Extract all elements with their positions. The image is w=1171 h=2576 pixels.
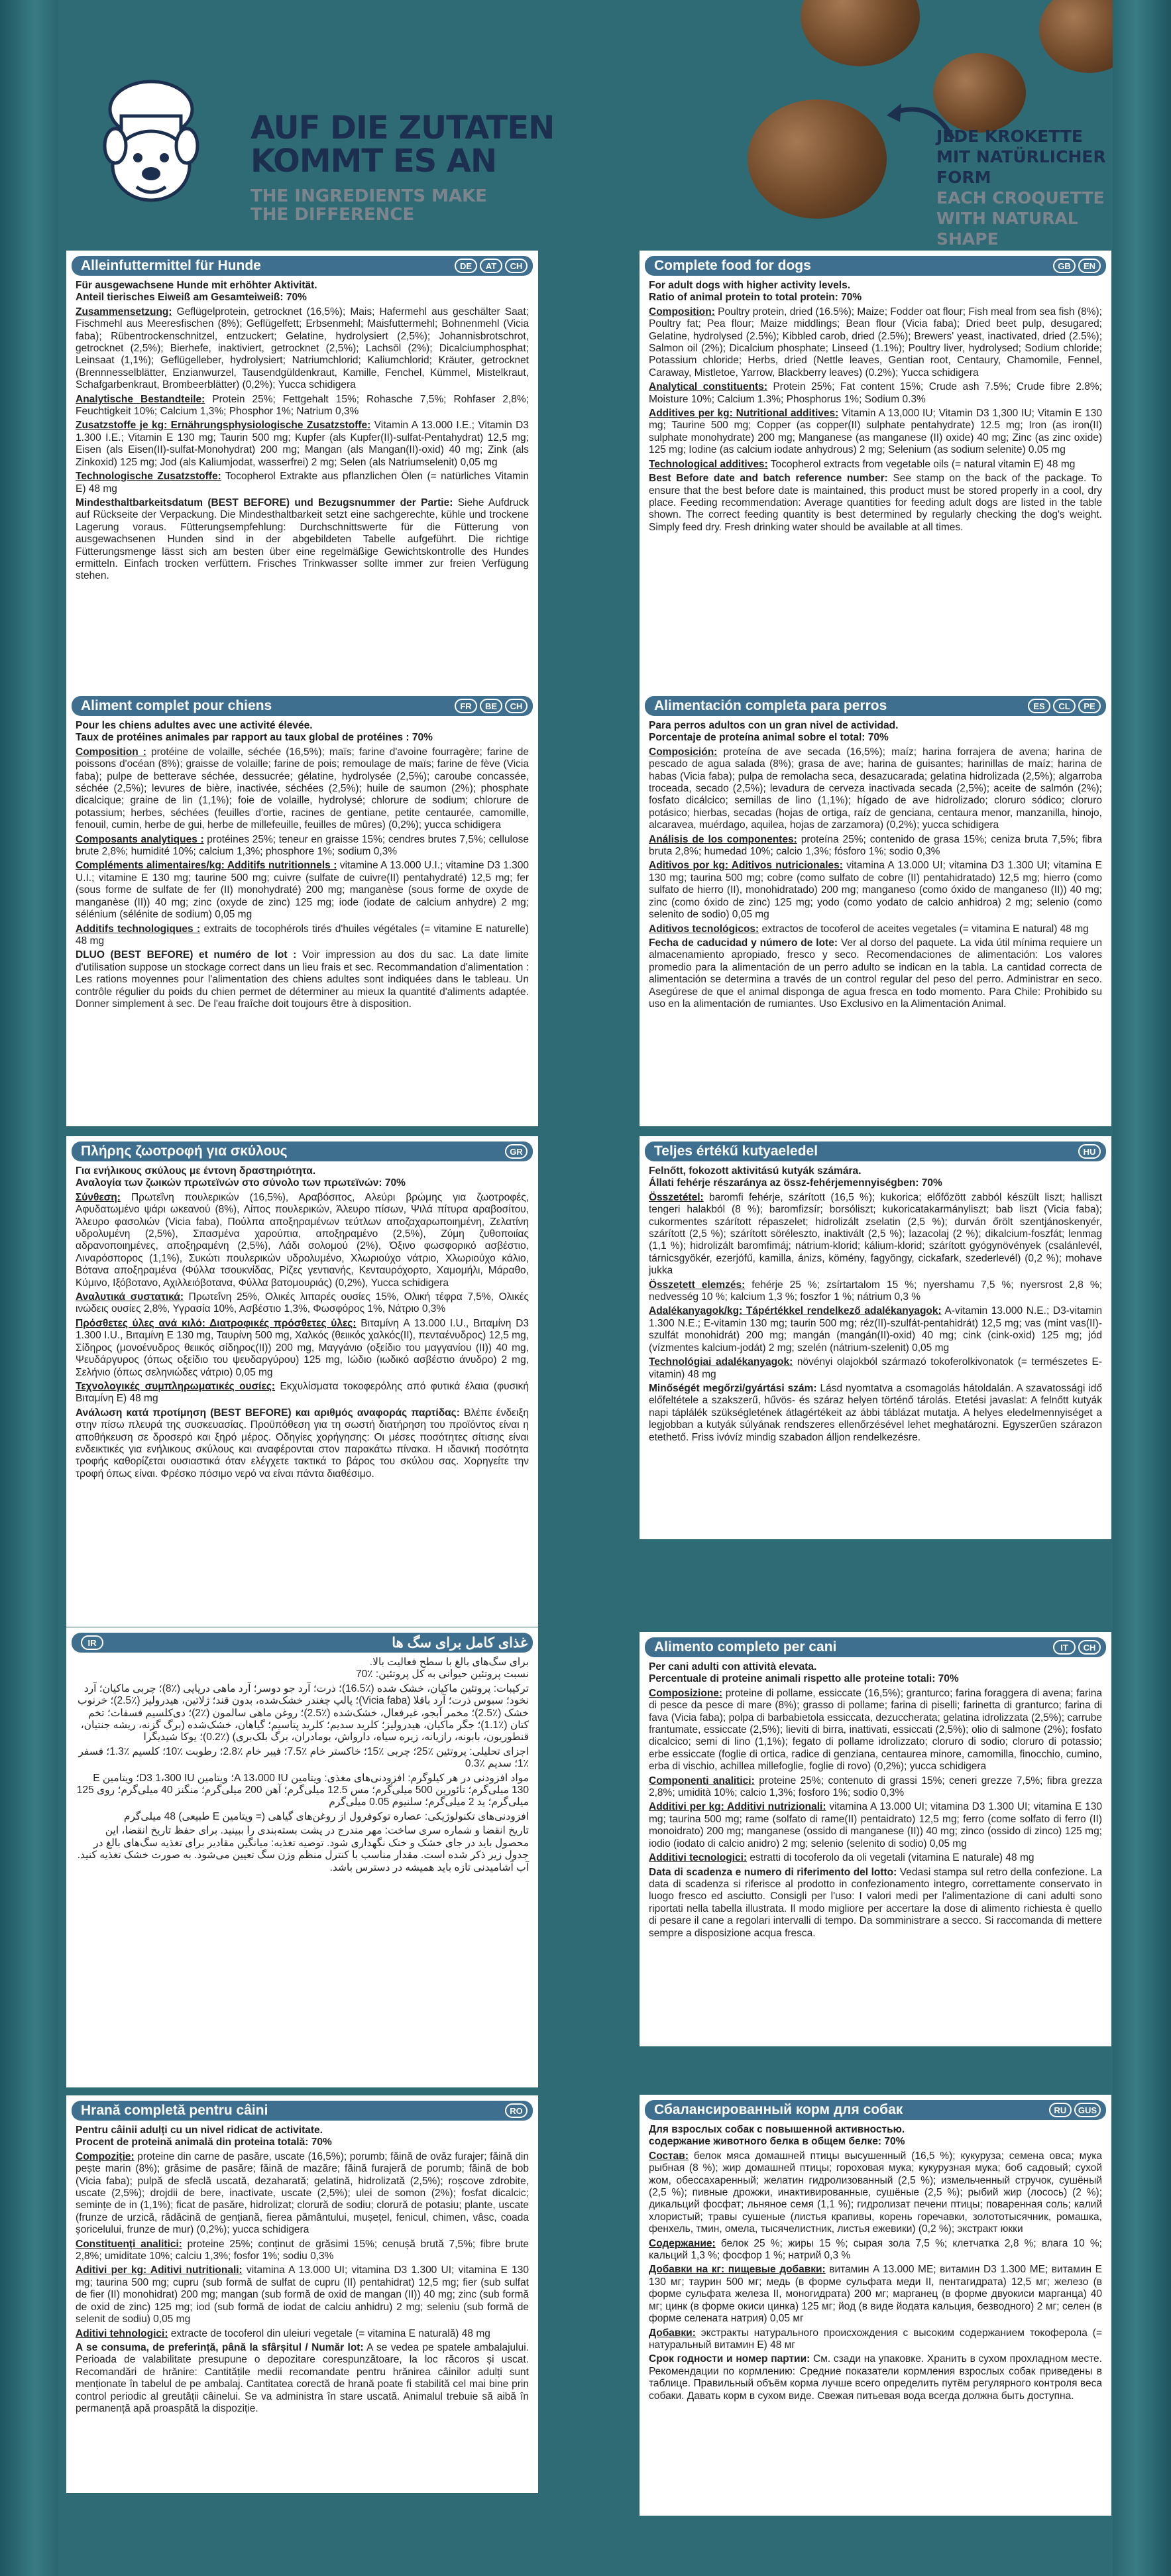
section-header [645,696,1106,716]
section-label: Analytische Bestandteile: [76,393,205,405]
section-label: Ανάλωση κατά προτίμηση (BEST BEFORE) και αριθμός αναφοράς παρτίδας: [76,1407,460,1419]
section-text: Porcentaje de proteína animal sobre el total: 70% [649,732,889,744]
section-body [66,2125,538,2415]
section-text: Pour les chiens adultes avec une activité élevée. [76,720,313,731]
section-panel-fr [66,691,538,1126]
section-body [640,2124,1111,2402]
section-text: estratti di tocoferolo da oli vegetali (vitamina E naturale) 48 mg [747,1852,1034,1864]
section-paragraph [76,1773,529,1809]
section-paragraph [649,1801,1102,1850]
hero-right-de-line1: JEDE KROKETTE [936,127,1083,146]
section-paragraph [76,1657,529,1669]
section-panel-ro [66,2095,538,2493]
section-paragraph [76,949,529,1010]
section-label: Análisis de los componentes: [649,833,797,845]
section-paragraph [649,408,1102,457]
country-badge: RO [505,2103,528,2118]
section-body [66,1165,538,1480]
section-paragraph [76,2151,529,2237]
section-text: extraits de tocophérols tirés d'huiles végétales (= vitamine E naturelle) 48 mg [76,923,530,947]
country-flags [505,2103,528,2118]
section-panel-en [640,251,1111,695]
section-paragraph [76,923,529,948]
section-paragraph [649,720,1102,732]
country-badge: FR [455,699,477,713]
hero-title-en [251,187,487,224]
section-text: Για ενήλικους σκύλους με έντονη δραστηριότητα. [76,1165,316,1177]
section-title: Hrană completă pentru câini [81,2103,268,2118]
section-header [72,1633,533,1653]
section-paragraph [76,471,529,495]
section-label: Compléments alimentaires/kg: Additifs nutritionnels : [76,860,337,872]
country-badge: CL [1053,699,1076,713]
section-body [640,1661,1111,1940]
section-label: Τεχνολογικές συμπληρωματικές ουσίες: [76,1380,276,1392]
section-text: Poultry protein, dried (16.5%); Maize; Fodder oat flour; Fish meal from sea fish (8%); Poultry fat; Pea flour; Maize middlings; Bean flour (Vicia faba); Dried beet pulp, desugared; Gelatine, hydrolysed (2.5%); Kibbled carob, dried (2.5%); Brewers' yeast, inactivated, dried (2.5%); Salmon oil (2%); Dicalcium phosphate; Linseed (1.1%); Poultry liver, hydrolysed; Sodium chloride; Potassium chloride; Herbs, dried (Nettle leaves, Gentian root, Centaury, Chamomile, Fennel, Caraway, Mistletoe, Yarrow, Blackberry leaves) (0.2%); Yucca schidigera [649,306,1102,379]
section-paragraph [76,394,529,418]
section-paragraph [649,1356,1102,1381]
section-text: белок 25 %; жиры 15 %; сырая зола 7,5 %; клетчатка 2,8 %; влага 10 %; кальций 1,3 %; фосфор 1 %; натрий 0,3 % [649,2237,1102,2262]
section-title: غذای کامل برای سگ ها [392,1635,528,1651]
section-paragraph [76,497,529,583]
section-text: Βιταμίνη A 13.000 I.U., Βιταμίνη D3 1.300 I.U., Βιταμίνη E 130 mg, Ταυρίνη 500 mg, Χαλκός (θειικός χαλκός(II), πενταένυδρος) 12,5 mg, Σίδηρος (μονοένυδρος θειικός σίδηρος(II)) 200 mg, Μαγγάνιο (οξείδιο του μαγγανίου (II)) 40 mg, Ψευδάργυρος (όπως οξείδιο του ψευδαργύρου) 125 mg, Ιώδιο (ιωδικό ασβέστιο άνυδρο) 2 mg, Σελήνιο (όπως σεληνιώδες νάτριο) 0,05 mg [76,1317,530,1378]
section-text: proteine 25%; contenuto di grassi 15%; ceneri grezze 7,5%; fibra grezza 2,8%; umidità 10%; calcio 1,3%; fosforo 1%; sodio 0,3% [649,1775,1102,1799]
section-text: Für ausgewachsene Hunde mit erhöhter Aktivität. [76,280,317,291]
section-paragraph [649,306,1102,379]
country-flags [455,699,528,713]
croquette-image [801,0,920,66]
section-paragraph [76,2342,529,2415]
section-text: См. сзади на упаковке. Хранить в сухом прохладном месте. Рекомендации по кормлению: Средние показатели кормления взрослых собак приведены в таблице. Правильный объём корма лучше всего определить путём регулярного контроля веса собаки. Давать корм в сухом виде. Свежая питьевая вода всегда должна быть доступна. [649,2353,1102,2402]
section-label: Composición: [649,746,718,758]
section-text: protéine de volaille, séchée (16,5%); maïs; farine d'avoine fourragère; farine de poissons d'océan (8%); graisse de volaille; farine de pois; remoulage de maïs; farine de fève (Vicia faba); pulpe de betterave séchée, dessucrée; gélatine, hydrolysée (2,5%); caroube concassée, séchée (2,5%); levures de bière, inactivée, séchées (2,5%); huile de saumon (2%); phosphate dicalcique; graine de lin (1,1%); foie de volaille, hydrolysé; chlorure de sodium; chlorure de potassium; herbes, séchées (feuilles d'ortie, racines de gentiane, petite centaurée, camomille, fenouil, cumin, herbe de gui, herbe de millefeuille, feuilles de mûres) (0,2%); yucca schidigera [76,746,529,831]
section-text: proteine di pollame, essiccate (16,5%); granturco; farina foraggera di avena; farina di pesce da pesce di mare (8%); grasso di pollame; farina di piselli; farinetta di granturco; farina di fava (Vicia faba); polpa di barbabietola essiccata, dezuccherata; gelatina idrolizzata (2,5%); carrube frantumate, essiccate (2,5%); lieviti di birra, inattivati, essiccati (2,5%); olio di salmone (2%); fosfato dicalcico; semi di lino (1,1%); fegato di pollame idrolizzato; cloruro di sodio; cloruro di potassio; erbe essiccate (foglie di ortica, radice di genziana, centaurea minore, camomilla, finocchio, cumino, erba di vischio, achillea millefoglie, foglie di rovo) (0,2%); yucca schidigera [649,1687,1102,1773]
section-label: Zusammensetzung: [76,306,172,318]
section-label: Aditivi tehnologici: [76,2327,168,2339]
section-label: Zusatzstoffe je kg: Ernährungsphysiologische Zusatzstoffe: [76,420,371,432]
section-text: Vitamin A 13,000 IU; Vitamin D3 1,300 IU; Vitamin E 130 mg; Taurine 500 mg; Copper (as copper(II) sulphate pentahydrate) 12.5 mg; Iron (as iron(II) sulphate monohydrate) 200 mg; Manganese (as manganese (II) oxide) 40 mg; Zinc (as zinc oxide) 125 mg; Iodine (as calcium iodate anhydrous) 2 mg; Selenium (as sodium selenite) 0.05 mg [649,408,1102,456]
country-flags [1053,1640,1101,1655]
section-text: baromfi fehérje, szárított (16,5 %); kukorica; előfőzött zabból készült liszt; halliszt tengeri halakból (8 %); baromfizsír; borsóliszt; kukoricatakarmányliszt; bab liszt (Vicia faba); cukormentes szárított répaszelet; hidrolizált zselatin (2,5 %); durván őrölt szentjánoskenyér, szárított (2,5 %); szárított söréleszto, inaktivált (2,5 %); lazacolaj (2 %); dikalcium-foszfát; lenmag (1,1 %); hidrolizált baromfimáj; nátrium-klorid; kálium-klorid; szárított gyógynövények (csalánlevél, tárnicsgyökér, ezerjófű, kamilla, ánizs, kömény, fagyöngy, cickafark, szederlevél) (0,2 %); mohave jukka [649,1191,1102,1277]
section-text: Taux de protéines animales par rapport au taux global de protéines : 70% [76,732,433,744]
section-paragraph [76,2264,529,2325]
section-body [66,720,538,1010]
country-badge: EN [1078,259,1101,273]
section-label: Aditivi per kg: Aditivi nutritionali: [76,2264,243,2276]
country-badge: RU [1049,2103,1072,2117]
section-label: Best Before date and batch reference number: [649,473,888,485]
section-label: Aditivos tecnológicos: [649,923,759,935]
section-text: Tocopherol extracts from vegetable oils (= natural vitamin E) 48 mg [767,458,1076,470]
section-paragraph [649,1177,1102,1189]
section-text: Para perros adultos con un gran nivel de actividad. [649,720,899,731]
croquette-image [1039,0,1113,73]
section-paragraph [649,2124,1102,2136]
section-paragraph [649,732,1102,744]
section-header [72,256,533,276]
section-text: نسبت پروتئین حیوانی به کل پروتئین: ٪70 [356,1669,529,1680]
section-text: تاریخ انقضا و شماره سری ساخت: مهر مندرج در پشت بسته‌بندی را ببینید. برای حفظ تاریخ انقضا، این محصول باید در جای خشک و خنک نگهداری شود. توصیه تغذیه: میانگین مقادیر برای تغذیه سگ‌های بالغ در جدول زیر ذکر شده است. مقدار مناسب با کنترل منظم وزن سگ تعیین می‌شود. به صورت خشک تغذیه کنید. آب آشامیدنی تازه باید همیشه در دسترس باشد. [77,1825,529,1873]
section-text: vitamina A 13.000 UI; vitamina D3 1.300 UI; vitamina E 130 mg; taurina 500 mg; cupru (sub formă de sulfat de cupru (II) pentahidrat) 12,5 mg; fier (sub sulfat de fier (II) monohidrat) 200 mg; mangan (sub formă de oxid de mangan (II)) 40 mg; zinc (sub formă de oxid de zinc) 125 mg; iod (sub formă de iodat de calciu anhidru) 2 mg; seleniu (sub formă de selenit de sodiu) 0,05 mg [76,2264,529,2325]
country-badge: GR [505,1144,528,1159]
section-label: Αναλυτικά συστατικά: [76,1291,184,1303]
section-paragraph [649,2264,1102,2325]
section-paragraph [649,2353,1102,2402]
section-label: Добавки на кг: пищевые добавки: [649,2264,826,2276]
section-text: Protein 25%; Fat content 15%; Crude ash 7.5%; Crude fibre 2.8%; Moisture 10%; Calcium 1.3%; Phosphorus 1%; Sodium 0.3% [649,381,1102,405]
section-paragraph [76,1811,529,1823]
section-label: Πρόσθετες ύλες ανά κιλό: Διατροφικές πρόσθετες ύλες: [76,1317,357,1329]
country-badge: PE [1078,699,1101,713]
section-label: Technológiai adalékanyagok: [649,1356,793,1368]
section-text: Εκχυλίσματα τοκοφερόλης από φυτικά έλαια (φυσική Βιταμίνη E) 48 mg [76,1380,529,1405]
chef-mascot-icon [85,73,217,212]
section-title: Teljes értékű kutyaeledel [654,1143,818,1159]
section-paragraph [76,1318,529,1379]
hero-title-en-line2: THE DIFFERENCE [251,205,415,225]
section-header [645,1142,1106,1161]
section-paragraph [76,1407,529,1480]
section-title: Complete food for dogs [654,258,811,273]
country-flags [81,1635,103,1650]
section-panel-ru [640,2095,1111,2516]
section-paragraph [76,746,529,832]
section-paragraph [649,292,1102,304]
country-badge: GB [1053,259,1076,273]
section-label: Adalékanyagok/kg: Tápértékkel rendelkező adalékanyagok: [649,1305,942,1317]
country-flags [505,1144,528,1159]
section-paragraph [76,1381,529,1405]
section-paragraph [76,1683,529,1744]
section-paragraph [76,2125,529,2137]
country-flags [1028,699,1101,713]
section-text: Βλέπε ένδειξη στην πίσω πλευρά της συσκευασίας. Προϋπόθεση για τη σωστή διατήρηση του προϊόντος είναι η αποθήκευση σε δροσερό και ξηρό μέρος. Οδηγίες χορήγησης: Οι μέσες ποσότητες σίτισης είναι ενδεικτικές για ενήλικους σκύλους και αναφέρονται στον παρακάτω πίνακα. Η ιδανική ποσότητα τροφής καθορίζεται ουσιαστικά όταν ελέγχετε τακτικά το βάρος του σκύλου σας. Χορηγείτε την τροφή όπως είναι. Φρέσκο πόσιμο νερό να είναι πάντα διαθέσιμο. [76,1407,529,1480]
section-text: Siehe Aufdruck auf Rückseite der Verpackung. Die Mindesthaltbarkeit setzt eine sachgerechte, kühle und trockene Lagerung voraus. Fütterungsempfehlung: Durchschnittswerte für die Fütterung von ausgewachsenen Hunden sind in der abgebildeten Tabelle aufgeführt. Die richtige Fütterungsmenge lässt sich am besten über eine regelmäßige Gewichtskontrolle des Hundes ermitteln. Einfach trocken verfüttern. Frisches Trinkwasser sollte immer zur freien Verfügung stehen. [76,497,529,582]
section-paragraph [649,1165,1102,1177]
section-text: proteína 25%; contenido de grasa 15%; ceniza bruta 7,5%; fibra bruta 2,8%; humedad 10%; calcio 1,3%; fósforo 1%; sodio 0,3% [649,833,1102,858]
section-text: A se vedea pe spatele ambalajului. Perioada de valabilitate presupune o depozitare corespunzătoare, la loc răcoros și uscat. Recomandări de hrănire: Cantitățile medii recomandate pentru hrănirea câinilor adulți sunt menționate în tabelul de pe ambalaj. Cantitatea corectă de hrană poate fi stabilită cel mai bine prin control periodic al greutății câinelui. Se va administra în stare uscată. Animalul trebuie să aibă în permanență apă proaspătă la dispoziție. [76,2341,529,2414]
section-label: Composants analytiques : [76,833,204,845]
section-paragraph [76,1746,529,1771]
section-paragraph [649,1279,1102,1304]
section-paragraph [76,1192,529,1289]
section-header [72,1142,533,1161]
section-text: Αναλογία των ζωικών πρωτεϊνών στο σύνολο των πρωτεϊνών: 70% [76,1177,406,1189]
country-flags [1049,2103,1101,2117]
section-paragraph [649,1852,1102,1864]
section-text: Tocopherol Extrakte aus pflanzlichen Ölen (= natürliches Vitamin E) 48 mg [76,471,529,495]
section-label: Analytical constituents: [649,381,767,393]
section-label: Mindesthaltbarkeitsdatum (BEST BEFORE) und Bezugsnummer der Partie: [76,497,453,508]
section-paragraph [76,2239,529,2263]
section-text: Felnőtt, fokozott aktivitású kutyák számára. [649,1165,862,1177]
country-badge: IT [1053,1640,1076,1655]
section-text: содержание животного белка в общем белке: 70% [649,2136,905,2148]
section-text: Vedasi stampa sul retro della confezione. La data di scadenza si riferisce al prodotto in confezionamento integro, correttamente conservato in luogo fresco ed asciutto. Consigli per l'uso: I valori medi per l'alimentazione di cani adulti sono riportati nella tabella illustrata. Il modo migliore per accertare la dose di alimento richiesta è quello di pesare il cane a regolari intervalli di tempo. Da somministrare a secco. Si raccomanda di mettere sempre a disposizione acqua fresca. [649,1866,1102,1939]
section-text: Állati fehérje részaránya az össz-fehérjemennyiségben: 70% [649,1177,942,1189]
section-paragraph [76,2137,529,2148]
section-paragraph [649,1775,1102,1800]
section-paragraph [649,1673,1102,1685]
section-text: vitamina A 13.000 UI; vitamina D3 1.300 UI; vitamina E 130 mg; taurina 500 mg; rame (solfato di rame(II) pentaidrato) 12,5 mg; ferro (come solfato di ferro (II) monoidrato) 200 mg; manganese (ossido di manganese (II)) 40 mg; zinco (ossido di zinco) 125 mg; iodio (iodato di calcio anidro) 2 mg; selenio (selenito di sodio) 0,05 mg [649,1801,1102,1849]
section-panel-it [640,1632,1111,2046]
section-paragraph [76,834,529,858]
section-text: Percentuale di proteine animali rispetto alle proteine totali: 70% [649,1673,959,1685]
section-text: Ver al dorso del paquete. La vida útil mínima requiere un almacenamiento apropiado, fresco y seco. Recomendaciones de alimentación: Los valores promedio para la alimentación de un perro adulto se indican en la tabla. La cantidad correcta de alimentación se determina a través de un control regular del peso del perro. Administrar en seco. Asegúrese de que el animal disponga de agua fresca en todo momento. Para Chile: Prohibido su uso en la alimentación de rumiantes. Uso Exclusivo en la Alimentación Animal. [649,937,1102,1010]
section-body [640,280,1111,534]
section-label: DLUO (BEST BEFORE) et numéro de lot : [76,949,297,961]
section-text: ترکیبات: پروتئین ماکیان، خشک شده (٪16.5)؛ ذرت؛ آرد جو دوسر؛ آرد ماهی دریایی (٪8)؛ چربی ماکیان؛ آرد نخود؛ سبوس ذرت؛ آرد باقلا (Vicia faba)؛ پالپ چغندر خشک‌شده، بدون قند؛ ژلاتین، هیدرولیز (٪2.5)؛ خرنوب خشک (٪2.5)؛ مخمر آبجو، غیرفعال، خشک‌شده (٪2.5)؛ روغن ماهی سالمون (٪2)؛ دی‌کلسیم فسفات؛ تخم کتان (٪1.1)؛ جگر ماکیان، هیدرولیز؛ کلرید سدیم؛ کلرید پتاسیم؛ گیاهان، خشک‌شده (برگ گزنه، ریشه جنتیان، قنطوریون، بابونه، رازیانه، زیره سیاه، دارواش، بومادران، برگ بلک‌بری) (٪0.2)؛ یوکا شیدیگرا [78,1682,529,1743]
section-label: Componenti analitici: [649,1775,755,1786]
country-flags [1053,259,1101,273]
section-text: Vitamin A 13.000 I.E.; Vitamin D3 1.300 I.E.; Vitamin E 130 mg; Taurin 500 mg; Kupfer (als Kupfer(II)-sulfat-Pentahydrat) 12,5 mg; Eisen (als Eisen(II)-sulfat-Monohydrat) 200 mg; Mangan (als Mangan(II)-oxid) 40 mg; Zink (als Zinkoxid) 125 mg; Jod (als Kaliumjodat, wasserfrei) 2 mg; Selen (als Natriumselenit) 0,05 mg [76,420,529,468]
section-label: Additifs technologiques : [76,923,201,935]
section-body [66,280,538,583]
section-text: برای سگ‌های بالغ با سطح فعالیت بالا. [369,1657,529,1668]
section-header [72,2101,533,2121]
section-text: اجزای تحلیلی: پروتئین ٪25؛ چربی ٪15؛ خاکستر خام ٪7.5؛ فیبر خام ٪2.8؛ رطوبت ٪10؛ کلسیم ٪1.3؛ فسفر ٪1؛ سدیم ٪0.3 [78,1745,529,1770]
section-paragraph [649,834,1102,858]
section-label: Composition : [76,746,146,758]
section-title: Alleinfuttermittel für Hunde [81,258,261,273]
hero-title-de [251,111,554,178]
section-text: proteine 25%; conținut de grăsimi 15%; cenușă brută 7,5%; fibre brute 2,8%; umiditate 10%; calciu 1,3%; fosfor 1%; sodiu 0,3% [76,2238,529,2262]
hero-croquette-text [936,126,1113,245]
section-paragraph [649,381,1102,406]
section-header [645,2100,1106,2120]
section-paragraph [76,1177,529,1189]
country-badge: ES [1028,699,1050,713]
section-paragraph [649,1867,1102,1940]
section-paragraph [76,306,529,392]
section-label: Содержание: [649,2237,716,2249]
section-paragraph [649,746,1102,832]
section-paragraph [649,923,1102,935]
section-paragraph [76,1825,529,1874]
section-text: Protein 25%; Fettgehalt 15%; Rohasche 7,5%; Rohfaser 2,8%; Feuchtigkeit 10%; Calcium 1,3%; Phosphor 1%; Natrium 0,3% [76,393,529,418]
section-paragraph [649,2238,1102,2262]
section-text: extracte de tocoferol din uleiuri vegetale (= vitamina E naturală) 48 mg [168,2327,490,2339]
section-paragraph [649,1192,1102,1277]
country-badge: BE [480,699,502,713]
section-paragraph [76,280,529,292]
hero-right-de-line2: MIT NATÜRLICHER FORM [936,147,1106,187]
section-paragraph [76,2328,529,2340]
section-paragraph [76,292,529,304]
section-text: fehérje 25 %; zsírtartalom 15 %; nyershamu 7,5 %; nyersrost 2,8 %; nedvesség 10 %; kalcium 1,3 %; foszfor 1 %; nátrium 0,3 % [649,1279,1103,1303]
section-paragraph [76,1669,529,1680]
section-label: Összetett elemzés: [649,1279,746,1291]
section-header [645,1637,1106,1657]
section-text: vitamina A 13.000 UI; vitamina D3 1.300 UI; vitamina E 130 mg; taurina 500 mg; cobre (como sulfato de cobre (II) pentahidratado) 12,5 mg; hierro (como sulfato de hierro (II), monohidratado) 200 mg; manganeso (como óxido de manganeso (II)) 40 mg; zinc (como óxido de zinc) 125 mg; yodo (como yodato de calcio anhidroa) 2 mg; selenio (como selenito de sodio) 0,05 mg [649,860,1102,921]
section-title: Aliment complet pour chiens [81,698,272,713]
country-badge: GUS [1074,2103,1101,2117]
section-title: Alimento completo per cani [654,1639,837,1655]
section-text: protéines 25%; teneur en graisse 15%; cendres brutes 7,5%; cellulose brute 2,8%; humidité 10%; calcium 1,3%; phosphore 1%; sodium 0,3% [76,833,529,858]
section-paragraph [649,860,1102,921]
country-badge: AT [480,259,502,273]
section-text: افزودنی‌های تکنولوژیکی: عصاره توکوفرول از روغن‌های گیاهی (= ویتامین E طبیعی) 48 میلی‌گرم [123,1810,529,1822]
section-paragraph [649,1688,1102,1773]
section-title: Πλήρης ζωοτροφή για σκύλους [81,1143,288,1159]
section-paragraph [649,459,1102,471]
section-body [66,1657,538,1874]
section-text: A-vitamin 13.000 N.E.; D3-vitamin 1.300 N.E.; E-vitamin 130 mg; taurin 500 mg; réz(II)-szulfát-pentahidrát) 12,5 mg; vas (mint vas(II)-szulfát monohidrát) 200 mg; mangán (mangán(II)-oxid) 40 mg; cink (cink-oxid) 125 mg; jód (vízmentes kalcium-jodát) 2 mg; szelén (nátrium-szelenit) 0,05 mg [649,1305,1102,1354]
hero-right-en-line1: EACH CROQUETTE [936,188,1105,207]
section-text: Procent de proteină animală din proteina totală: 70% [76,2137,332,2148]
section-paragraph [649,473,1102,534]
country-badge: HU [1078,1144,1101,1159]
section-paragraph [649,937,1102,1010]
section-paragraph [76,860,529,921]
section-label: Fecha de caducidad y número de lote: [649,937,838,949]
section-label: A se consuma, de preferință, până la sfârșitul / Număr lot: [76,2341,364,2353]
section-text: Lásd nyomtatva a csomagolás hátoldalán. A szavatossági idő előfeltétele a szakszerű, hűvös- és száraz helyen történő tárolás. Etetési javaslat: A felnőtt kutyák napi táplálék szükségletének átlagértékeit az ábbi táblázat mutatja. A helyes eledelmennyiséget a legjobban a kutyák súlyának rendszeres ellenőrzésével lehet meghatározni. Egyszerűen szárazon etethető. Friss ivóvíz mindig szabadon álljon rendelkezésre. [649,1382,1103,1443]
left-edge [0,0,58,2576]
country-badge: DE [455,259,477,273]
section-label: Compoziție: [76,2150,135,2162]
section-text: vitamine A 13.000 U.I.; vitamine D3 1.300 U.I.; vitamine E 130 mg; taurine 500 mg; cuivre (sulfate de cuivre(II) pentahydraté) 12,5 mg; fer (sous forme de sulfate de fer (II) monohydraté) 200 mg; manganèse (sous forme de oxyde de manganèse (II)) 40 mg; zinc (oxyde de zinc) 125 mg; iode (iodate de calcium anhydre) 2 mg; sélénium (sélénite de sodium) 0,05 mg [76,860,529,921]
section-text: See stamp on the back of the package. To ensure that the best before date is maintained, this product must be stored properly in a cool, dry place. Feeding recommendation: Average quantities for feeding adult dogs are listed in the table shown. The correct feeding quantity is best determined by regularly checking the dog's weight. Simply feed dry. Fresh drinking water should be available at all times. [649,473,1103,533]
section-text: For adult dogs with higher activity levels. [649,280,851,291]
section-text: proteína de ave secada (16,5%); maíz; harina forrajera de avena; harina de pescado de agua salada (8%); grasa de ave; harina de guisantes; harinillas de maíz; harina de habas (Vicia faba); pulpa de remolacha seca, desazucarada; gelatina hidrolizada (2,5%); algarroba troceada, secado (2,5%); levadura de cerveza inactivada secada (2,5%); aceite de salmón (2%); fosfato dicálcico; semillas de lino (1,1%); hígado de ave hidrolizado; cloruro sódico; cloruro potásico; hierbas, secadas (hojas de ortiga, raíz de genciana, centaura menor, manzanilla, hinojo, alcaravea, muérdago, aquilea, hojas de zarzamora) (0,2%); yucca schidigera [649,746,1102,831]
croquette-image [748,99,887,219]
section-panel-de [66,251,538,695]
section-title: Alimentación completa para perros [654,698,887,713]
section-paragraph [649,2136,1102,2148]
section-label: Technological additives: [649,458,768,470]
section-text: Per cani adulti con attività elevata. [649,1661,817,1672]
section-text: Pentru câinii adulți cu un nivel ridicat de activitate. [76,2125,323,2136]
section-panel-gr [66,1136,538,1627]
section-panel-hu [640,1136,1111,1539]
country-badge: IR [81,1635,103,1650]
section-panel-ir [66,1627,538,2087]
section-paragraph [76,1291,529,1316]
section-body [640,1165,1111,1444]
country-flags [455,259,528,273]
hero-title-en-line1: THE INGREDIENTS MAKE [251,186,488,206]
section-text: Πρωτεΐνη πουλερικών (16,5%), Αραβόσιτος, Αλεύρι βρώμης για ζωοτροφές, Αφυδατωμένο ψάρι ωκεανού (8%), Λίπος πουλερικών, Άλευρο πίσων, Ψιλά πίτυρα αραβοσίτου, Άλευρο φασολιών (Vicia faba), Πούλπα αποξηραμένων τεύτλων αποζαχαρωποιημένη, Ζελατίνη υδρολυμένη (2,5%), Σπασμένα χαρούπια, αποξηραμένο (2,5%), Ζύμη ζυθοποιίας αδρανοποιημένες, αποξηραμένη (2,5%), Λάδι σολομού (2%), Όξινο φωσφορικό ασβέστιο, Λιναρόσπορος (1,1%), Συκώτι πουλερικών υδρολυμένο, Χλωριούχο νάτριο, Χλωριούχο κάλιο, Βότανα αποξηραμένα (Φύλλα τσουκνίδας, Ρίζες γεντιανής, Κενταυρόχορτο, Χαμομήλι, Μάραθο, Κύμινο, Ιξόβοτανο, Αχιλλειόβοτανα, Φύλλα βατομουριάς) (0,2%), Yucca schidigera [76,1191,529,1289]
hero-title-de-line2: KOMMT ES AN [251,143,497,180]
section-paragraph [76,732,529,744]
section-text: مواد افزودنی در هر کیلوگرم: افزودنی‌های مغذی: ویتامین A 13،000 IU؛ ویتامین D3 1،300 IU؛ ویتامین E 130 میلی‌گرم؛ تائورین 500 میلی‌گرم؛ مس 12.5 میلی‌گرم؛ آهن 200 میلی‌گرم؛ منگنز 40 میلی‌گرم؛ روی 125 میلی‌گرم؛ ید 2 میلی‌گرم؛ سلنیوم 0.05 میلی‌گرم [76,1772,529,1808]
country-badge: CH [505,699,528,713]
right-edge [1113,0,1171,2576]
section-text: növényi olajokból származó tokoferolkivonatok (= természetes E-vitamin) 48 mg [649,1356,1102,1380]
hero-title-de-line1: AUF DIE ZUTATEN [251,109,555,146]
section-paragraph [649,2150,1102,2236]
section-label: Összetétel: [649,1191,704,1203]
section-text: экстракты натурального происхождения с высоким содержанием токоферола (= натуральный витамин E) 48 мг [649,2327,1102,2351]
section-label: Composition: [649,306,715,318]
section-text: белок мяса домашней птицы высушенный (16,5 %); кукуруза; семена овса; мука рыбная (8 %); жир домашней птицы; гороховая мука; кукурузная мука; боб садовый; сухой жом, обессахаренный; желатин гидролизованный (2,5 %); измельченный стручок, сушёный (2,5 %); пивные дрожжи, инактивированные, сушёные (2,5 %); рыбий жир (лосось) (2 %); дикальций фосфат; льняное семя (1,1 %); гидролизат печени птицы; поваренная соль; калий хлористый; травы сушеные (листья крапивы, корень горечавки, золототысячник, ромашка, фенхель, тмин, омела, тысячелистник, листья ежевики) (0,2 %); экстракт юкки [649,2150,1102,2235]
section-label: Additivi per kg: Additivi nutrizionali: [649,1801,826,1813]
section-paragraph [76,720,529,732]
section-text: Ratio of animal protein to total protein: 70% [649,292,862,304]
section-label: Data di scadenza e numero di riferimento del lotto: [649,1866,897,1878]
section-paragraph [649,280,1102,292]
section-text: extractos de tocoferol de aceites vegetales (= vitamina E natural) 48 mg [759,923,1089,935]
section-label: Aditivos por kg: Aditivos nutricionales: [649,860,843,872]
section-label: Σύνθεση: [76,1191,121,1203]
section-paragraph [649,1661,1102,1673]
section-text: витамин A 13.000 МЕ; витамин D3 1.300 МЕ; витамин E 130 мг; таурин 500 мг; медь (в форме сульфата меди II, пентагидрата) 12,5 мг; железо (в форме сульфата железа II, моногидрата) 200 мг; марганец (в форме двуокиси марганца) 40 мг; цинк (в форме окиси цинка) 125 мг; йод (в виде йодата кальция, безводного) 2 мг; селен (в форме селената натрия) 0,05 мг [649,2264,1102,2325]
section-label: Additivi tecnologici: [649,1852,748,1864]
section-label: Minőségét megőrzi/gyártási szám: [649,1382,817,1394]
hero-banner [58,0,1113,245]
section-text: Для взрослых собак с повышенной активностью. [649,2124,905,2135]
section-header [72,696,533,716]
section-paragraph [76,1165,529,1177]
section-label: Composizione: [649,1687,723,1699]
section-paragraph [649,1383,1102,1444]
hero-right-en-line2: WITH NATURAL SHAPE [936,209,1078,245]
country-badge: CH [505,259,528,273]
section-text: Πρωτεΐνη 25%, Ολικές λιπαρές ουσίες 15%, Ολική τέφρα 7,5%, Ολικές ινώδεις ουσίες 2,8%, Υγρασία 10%, Ασβέστιο 1,3%, Φωσφόρος 1%, Νάτριο 0,3% [76,1291,529,1315]
section-paragraph [76,420,529,469]
section-paragraph [649,2327,1102,2352]
section-text: Voir impression au dos du sac. La date limite d'utilisation suppose un stockage correct dans un lieu frais et sec. Recommandation d'alimentation : Les rations moyennes pour l'alimentation des chiens adultes sont indiquées dans le tableau. Un contrôle régulier du poids du chien permet de déterminer au mieux la quantité d'aliments adaptée. Donner simplement à sec. De l'eau fraîche doit toujours être à disposition. [76,949,529,1010]
country-badge: CH [1078,1640,1101,1655]
section-paragraph [649,1305,1102,1354]
section-label: Technologische Zusatzstoffe: [76,471,221,483]
section-label: Срок годности и номер партии: [649,2353,810,2365]
section-label: Constituenți analitici: [76,2238,182,2250]
section-panel-es [640,691,1111,1126]
section-text: proteine din carne de pasăre, uscate (16,5%); porumb; făină de ovăz furajer; făină din pește marin (8%); grăsime de pasăre; făină de mazăre; făină furajeră de porumb; făină de bob (Vicia faba); pulpă de sfeclă uscată, dezaharată; gelatină, hidrolizată (2,5%); roșcove zdrobite, uscate (2,5%); drojdii de bere, inactivate, uscate (2,5%); ulei de somon (2%); fosfat dicalcic; semințe de in (1,1%); ficat de pasăre, hidrolizat; clorură de sodiu; clorură de potasiu; plante, uscate (frunze de urzică, rădăcină de gențiană, fierea pământului, mușețel, fenicul, chimen, vâsc, coada șoricelului, frunze de mur) (0,2%); yucca schidigera [76,2150,529,2236]
section-label: Состав: [649,2150,689,2162]
country-flags [1078,1144,1101,1159]
section-label: Additives per kg: Nutritional additives: [649,408,839,420]
section-text: Anteil tierisches Eiweiß am Gesamteiweiß: 70% [76,292,307,304]
section-body [640,720,1111,1010]
section-title: Сбалансированный корм для собак [654,2102,903,2117]
section-text: Geflügelprotein, getrocknet (16,5%); Mais; Hafermehl aus geschälter Saat; Fischmehl aus Meeresfischen (8%); Geflügelfett; Erbsenmehl; Maisfuttermehl; Bohnenmehl (Vicia faba); Rübentrockenschnitzel, entzuckert; Gelatine, hydrolysiert (2,5%); Johannisbrotschrot, getrocknet (2,5%); Bierhefe, inaktiviert, getrocknet (2,5%); Lachsöl (2%); Dicalciumphosphat; Leinsaat (1,1%); Geflügelleber, hydrolysiert; Natriumchlorid; Kaliumchlorid; Kräuter, getrocknet (Brennnesselblätter, Enzianwurzel, Tausendgüldenkraut, Kamille, Fenchel, Kümmel, Mistelkraut, Schafgarbenkraut, Brombeerblätter) (0,2%); Yucca schidigera [76,306,529,391]
section-label: Добавки: [649,2327,696,2339]
section-header [645,256,1106,276]
